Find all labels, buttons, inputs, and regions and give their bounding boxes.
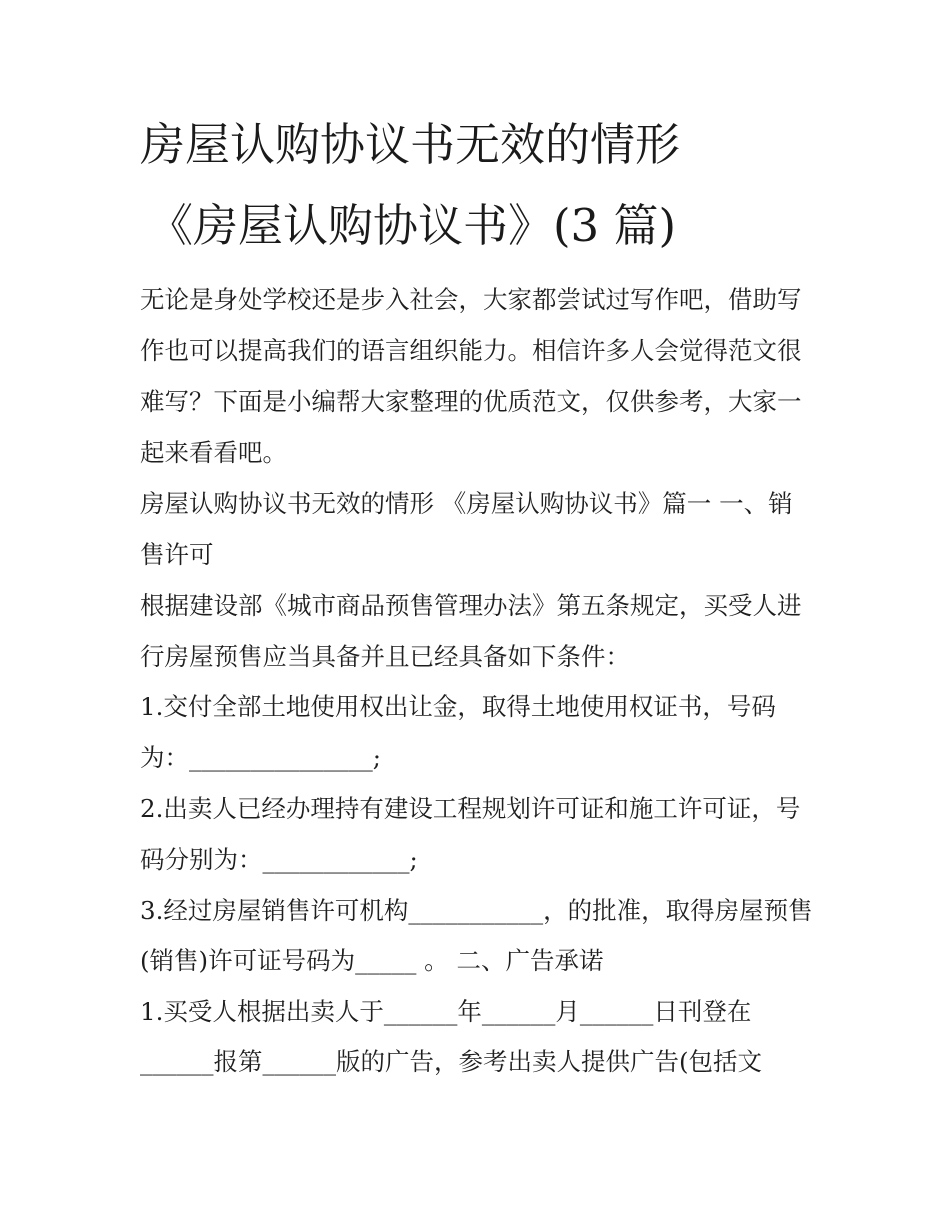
paragraph-line: 为：_______________; <box>140 743 382 772</box>
document-title-line-2: 《房屋认购协议书》(3 篇) <box>148 199 677 252</box>
paragraph-line: 作也可以提高我们的语言组织能力。相信许多人会觉得范文很 <box>140 336 802 365</box>
paragraph-line: 根据建设部《城市商品预售管理办法》第五条规定，买受人进 <box>140 591 802 620</box>
paragraph-line: 3.经过房屋销售许可机构___________，的批准，取得房屋预售 <box>140 896 813 925</box>
document-title-line-1: 房屋认购协议书无效的情形 <box>140 118 681 171</box>
paragraph-line: 行房屋预售应当具备并且已经具备如下条件： <box>140 642 630 671</box>
paragraph-line: 难写？下面是小编帮大家整理的优质范文，仅供参考，大家一 <box>140 387 802 416</box>
paragraph-line: 无论是身处学校还是步入社会，大家都尝试过写作吧，借助写 <box>140 285 802 314</box>
paragraph-line: 起来看看吧。 <box>140 438 287 467</box>
paragraph-line: 1.交付全部土地使用权出让金，取得土地使用权证书，号码 <box>140 692 776 721</box>
paragraph-line: 1.买受人根据出卖人于______年______月______日刊登在 <box>140 997 752 1026</box>
paragraph-line: 2.出卖人已经办理持有建设工程规划许可证和施工许可证，号 <box>140 794 801 823</box>
paragraph-line: 码分别为：____________; <box>140 845 418 874</box>
paragraph-line: 房屋认购协议书无效的情形 《房屋认购协议书》篇一 一、销 <box>140 489 793 518</box>
paragraph-line: (销售)许可证号码为_____ 。 二、广告承诺 <box>140 946 604 975</box>
paragraph-line: 售许可 <box>140 540 214 569</box>
paragraph-line: ______报第______版的广告，参考出卖人提供广告(包括文 <box>140 1047 763 1076</box>
